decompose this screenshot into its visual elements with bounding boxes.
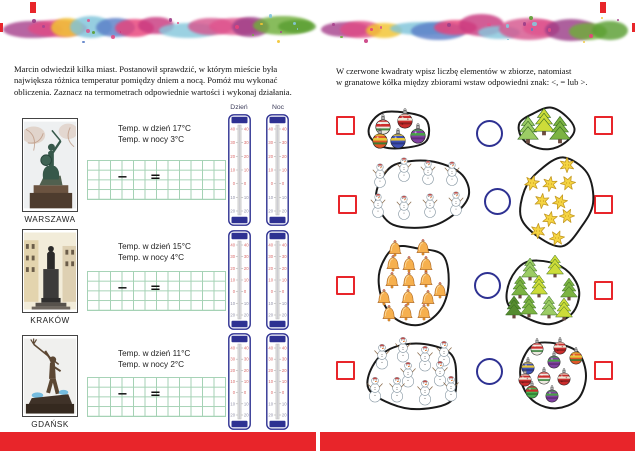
set-blob-star-row1-right: [512, 153, 600, 253]
night-column-header: Noc: [271, 104, 285, 111]
watercolor-dot: [82, 41, 84, 43]
svg-text:10: 10: [268, 167, 274, 173]
svg-text:40: 40: [281, 242, 287, 248]
set-blob-snowman-row3-left: [358, 336, 466, 418]
svg-text:30: 30: [230, 254, 236, 260]
answer-square-row2-right[interactable]: [594, 281, 613, 300]
comparison-circle-row0[interactable]: [476, 120, 503, 147]
svg-text:20: 20: [281, 265, 287, 271]
svg-text:20: 20: [230, 312, 236, 318]
svg-text:20: 20: [243, 412, 249, 418]
krakow-photo: [22, 229, 78, 313]
svg-text:10: 10: [281, 300, 287, 306]
watercolor-dot: [177, 22, 179, 24]
svg-text:40: 40: [268, 242, 274, 248]
svg-text:30: 30: [230, 356, 236, 362]
svg-text:20: 20: [281, 412, 287, 418]
svg-text:10: 10: [281, 401, 287, 407]
answer-square-row1-left[interactable]: [338, 195, 357, 214]
watercolor-splash: [278, 20, 316, 33]
svg-text:10: 10: [268, 379, 274, 384]
equals-operator: =: [150, 387, 161, 402]
gdansk-temps: [118, 348, 190, 370]
calc-grid-krakow[interactable]: [87, 271, 226, 311]
warszawa-label: WARSZAWA: [24, 215, 76, 224]
thermometer-day-gdansk[interactable]: [228, 333, 251, 430]
watercolor-dot: [42, 25, 45, 28]
svg-text:10: 10: [243, 300, 249, 306]
svg-text:40: 40: [268, 345, 274, 351]
krakow-temps: [118, 241, 191, 263]
comparison-circle-row2[interactable]: [474, 272, 501, 299]
answer-square-row2-left[interactable]: [336, 276, 355, 295]
calc-grid-gdansk[interactable]: [87, 377, 226, 417]
svg-text:10: 10: [281, 277, 287, 283]
svg-text:20: 20: [268, 367, 274, 373]
set-blob-bauble-row0-left: [362, 106, 438, 154]
set-blob-bauble-row3-right: [512, 336, 590, 416]
footer-band-left: [0, 432, 316, 451]
right-intro-line1: W czerwone kwadraty wpisz liczbę elementów w zbiorze, natomiast: [336, 66, 572, 76]
sets-exercise-area: [318, 0, 635, 454]
warszawa-photo: [22, 118, 78, 212]
warszawa-day-temp: Temp. w dzień 17°C: [118, 124, 191, 133]
svg-text:10: 10: [268, 277, 274, 283]
svg-text:40: 40: [268, 126, 274, 132]
warszawa-temps: [118, 123, 191, 145]
svg-text:30: 30: [281, 356, 287, 362]
svg-text:40: 40: [230, 345, 236, 351]
svg-text:10: 10: [243, 167, 249, 173]
svg-text:30: 30: [281, 140, 287, 146]
svg-text:10: 10: [268, 300, 274, 306]
set-blob-bell-row2-left: [370, 236, 456, 333]
svg-text:20: 20: [268, 412, 274, 418]
gdansk-photo: [22, 335, 78, 417]
svg-text:20: 20: [281, 367, 287, 373]
right-page: [318, 0, 635, 454]
thermometer-night-warszawa[interactable]: [266, 114, 289, 226]
svg-text:10: 10: [243, 194, 249, 200]
svg-text:0: 0: [243, 181, 247, 187]
svg-text:20: 20: [243, 265, 249, 271]
svg-text:20: 20: [268, 208, 274, 214]
minus-operator: −: [117, 281, 128, 296]
svg-text:40: 40: [230, 242, 236, 248]
svg-text:20: 20: [243, 208, 249, 214]
svg-text:10: 10: [281, 194, 287, 200]
svg-text:30: 30: [268, 356, 274, 362]
thermometer-night-krakow[interactable]: [266, 230, 289, 330]
svg-text:10: 10: [230, 167, 236, 173]
bell-icon: [417, 239, 429, 255]
watercolor-dot: [169, 18, 172, 21]
krakow-night-temp: Temp. w nocy 4°C: [118, 253, 185, 262]
svg-text:0: 0: [243, 390, 247, 396]
svg-text:40: 40: [243, 126, 249, 132]
svg-text:30: 30: [243, 356, 249, 362]
day-column-header: Dzień: [230, 104, 248, 111]
set-blob-tree-row2-right: [501, 253, 587, 331]
svg-text:20: 20: [230, 265, 236, 271]
svg-text:20: 20: [268, 312, 274, 318]
svg-text:0: 0: [232, 390, 236, 396]
svg-text:20: 20: [281, 208, 287, 214]
calc-grid-warszawa[interactable]: [87, 160, 226, 200]
watercolor-dot: [235, 25, 239, 29]
comparison-circle-row3[interactable]: [476, 358, 503, 385]
svg-text:0: 0: [281, 289, 285, 295]
watercolor-dot: [269, 14, 272, 17]
right-intro-line2: w granatowe kółka między zbiorami wstaw odpowiedni znak: <, = lub >.: [336, 77, 588, 87]
set-blob-tree-row0-right: [512, 104, 578, 156]
answer-square-row0-right[interactable]: [594, 116, 613, 135]
svg-text:0: 0: [281, 181, 285, 187]
svg-text:20: 20: [268, 153, 274, 159]
svg-text:10: 10: [281, 167, 287, 173]
svg-text:10: 10: [243, 401, 249, 407]
bauble-icon: [530, 339, 544, 356]
svg-text:20: 20: [281, 153, 287, 159]
svg-text:0: 0: [270, 289, 274, 295]
svg-text:20: 20: [268, 265, 274, 271]
watercolor-dot: [277, 40, 280, 43]
svg-text:30: 30: [268, 140, 274, 146]
warszawa-night-temp: Temp. w nocy 3°C: [118, 135, 185, 144]
footer-band-right: [320, 432, 635, 451]
minus-operator: −: [117, 170, 128, 185]
svg-text:0: 0: [270, 390, 274, 396]
svg-text:30: 30: [243, 140, 249, 146]
svg-text:40: 40: [243, 345, 249, 351]
svg-text:10: 10: [281, 379, 287, 384]
krakow-label: KRAKÓW: [30, 316, 70, 325]
thermometer-day-krakow[interactable]: [228, 230, 251, 330]
left-intro-text: Marcin odwiedził kilka miast. Postanowił sprawdzić, w którym mieście była największa różnica temperatur pomiędzy dniem a nocą. Pomóż mu wykonać obliczenia. Zaznacz na termometrach odpowiednie wartości i wykonaj działania.: [14, 64, 292, 97]
equals-operator: =: [150, 170, 161, 185]
comparison-circle-row1[interactable]: [484, 188, 511, 215]
krakow-day-temp: Temp. w dzień 15°C: [118, 242, 191, 251]
svg-text:40: 40: [281, 126, 287, 132]
svg-text:0: 0: [281, 390, 285, 396]
svg-text:10: 10: [243, 379, 249, 384]
svg-text:10: 10: [230, 277, 236, 283]
answer-square-row3-left[interactable]: [336, 361, 355, 380]
set-blob-snowman-row1-left: [362, 155, 480, 233]
svg-text:10: 10: [230, 300, 236, 306]
bauble-icon: [553, 338, 567, 355]
watercolor-dot: [260, 23, 262, 25]
svg-text:0: 0: [232, 181, 236, 187]
svg-text:40: 40: [230, 126, 236, 132]
svg-text:30: 30: [268, 254, 274, 260]
svg-text:40: 40: [281, 345, 287, 351]
svg-text:20: 20: [243, 153, 249, 159]
watercolor-dot: [293, 22, 296, 25]
svg-text:20: 20: [243, 312, 249, 318]
svg-text:0: 0: [232, 289, 236, 295]
svg-text:10: 10: [230, 379, 236, 384]
svg-text:20: 20: [230, 412, 236, 418]
watercolor-dot: [280, 31, 282, 33]
svg-text:10: 10: [230, 194, 236, 200]
svg-text:10: 10: [230, 401, 236, 407]
equals-operator: =: [150, 281, 161, 296]
minus-operator: −: [117, 387, 128, 402]
thermometer-night-gdansk[interactable]: [266, 333, 289, 430]
mermaid-statue-illustration: [24, 120, 76, 210]
svg-text:40: 40: [243, 242, 249, 248]
bell-icon: [389, 240, 401, 256]
monument-statue-illustration: [24, 231, 76, 311]
gdansk-night-temp: Temp. w nocy 2°C: [118, 360, 185, 369]
svg-text:20: 20: [230, 208, 236, 214]
svg-text:20: 20: [230, 367, 236, 373]
svg-text:20: 20: [230, 153, 236, 159]
svg-text:0: 0: [243, 289, 247, 295]
svg-text:10: 10: [268, 194, 274, 200]
svg-text:10: 10: [268, 401, 274, 407]
svg-text:0: 0: [270, 181, 274, 187]
neptune-statue-illustration: [24, 337, 76, 415]
answer-square-row3-right[interactable]: [594, 361, 613, 380]
svg-text:30: 30: [230, 140, 236, 146]
svg-text:10: 10: [243, 277, 249, 283]
svg-text:30: 30: [281, 254, 287, 260]
gdansk-label: GDAŃSK: [31, 420, 69, 429]
answer-square-row0-left[interactable]: [336, 116, 355, 135]
svg-text:30: 30: [243, 254, 249, 260]
watercolor-banner: [4, 16, 312, 46]
svg-text:20: 20: [281, 312, 287, 318]
watercolor-dot: [86, 29, 90, 33]
gdansk-day-temp: Temp. w dzień 11°C: [118, 349, 191, 358]
watercolor-dot: [111, 35, 115, 39]
thermometer-day-warszawa[interactable]: [228, 114, 251, 226]
svg-text:20: 20: [243, 367, 249, 373]
